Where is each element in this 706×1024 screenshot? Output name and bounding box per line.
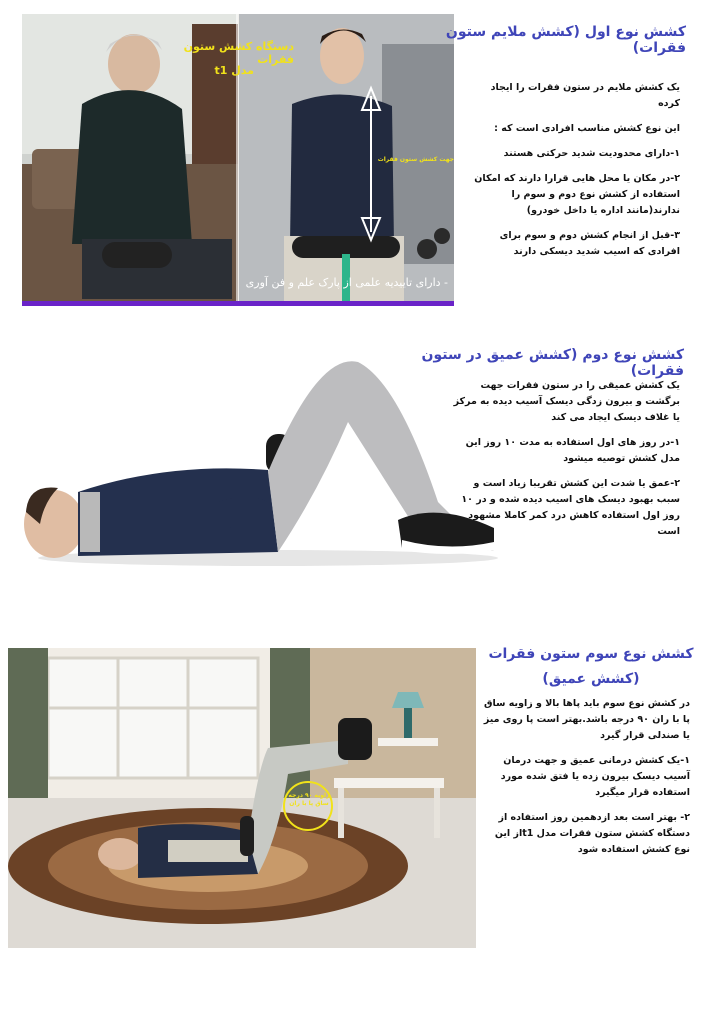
section2-photo-art [18,352,508,570]
section1-paragraph: ۳-قبل از انجام کشش دوم و سوم برای افرادی که اسیب شدید دیسکی دارند [499,230,680,257]
section3-text [482,696,690,867]
section3-paragraph: ۲- بهتر است بعد ازدهمین روز استفاده از دستگاه کشش ستون فقرات مدل t1از این نوع کشش استفاده شود [494,812,690,855]
section1-paragraph: ۲-در مکان یا محل هایی قرارا دارند که امکان استفاده از کشش نوع دوم و سوم را ندارند(مانند اداره یا داخل خودرو) [474,173,680,216]
section1-paragraph: یک کشش ملایم در ستون فقرات را ایجاد کرده [490,82,680,109]
section2-paragraph: ۱-در روز های اول استفاده به مدت ۱۰ روز این مدل کشش توصیه میشود [465,437,680,464]
section3-paragraph: در کشش نوع سوم باید پاها بالا و زاویه ساق پا با ران ۹۰ درجه باشد.بهتر است پا روی میز یا صندلی قرار گیرد [483,698,690,741]
section2-title: کشش نوع دوم (کشش عمیق در ستون فقرات) [421,347,684,379]
section1-paragraph: ۱-دارای محدودیت شدید حرکتی هستند [503,148,680,159]
section1-photo [22,14,454,306]
section3-paragraph: ۱-یک کشش درمانی عمیق و جهت درمان آسیب دیسک بیرون زده یا فتق شده مورد استفاده قرار میگیرد [500,755,690,798]
device-caption-line2: مدل t1 [214,64,254,77]
section3-title-line2: (کشش عمیق) [542,671,640,687]
angle-90-note: زاویه ۹۰ درجه ساق پا با ران [288,792,330,807]
section2-paragraph: ۲-عمق یا شدت این کشش تقریبا زیاد است و سبب بهبود دیسک های اسیب دیده شده و در ۱۰ روز اول استفاده کاهش درد کمر کاملا مشهود است [461,478,680,537]
section3-photo [8,648,476,948]
section2-photo [18,352,508,570]
scientific-approval-note: - دارای تاییدیه علمی از پارک علم و فن آوری [245,276,448,289]
traction-direction-label: جهت کشش ستون فقرات [377,156,454,163]
section1-title: کشش نوع اول (کشش ملایم ستون فقرات) [445,24,686,56]
section3-photo-art [8,648,476,948]
device-caption-line1: دستگاه کشش ستون فقرات [183,40,294,66]
section1-text [474,80,680,269]
section3-title-line1: کشش نوع سوم ستون فقرات [488,646,694,662]
section2-paragraph: یک کشش عمیقی را در ستون فقرات جهت برگشت و بیرون زدگی دیسک آسیب دیده به مرکز یا غلاف دیسک ایجاد می کند [453,380,680,423]
section1-paragraph: این نوع کشش مناسب افرادی است که : [494,123,680,134]
